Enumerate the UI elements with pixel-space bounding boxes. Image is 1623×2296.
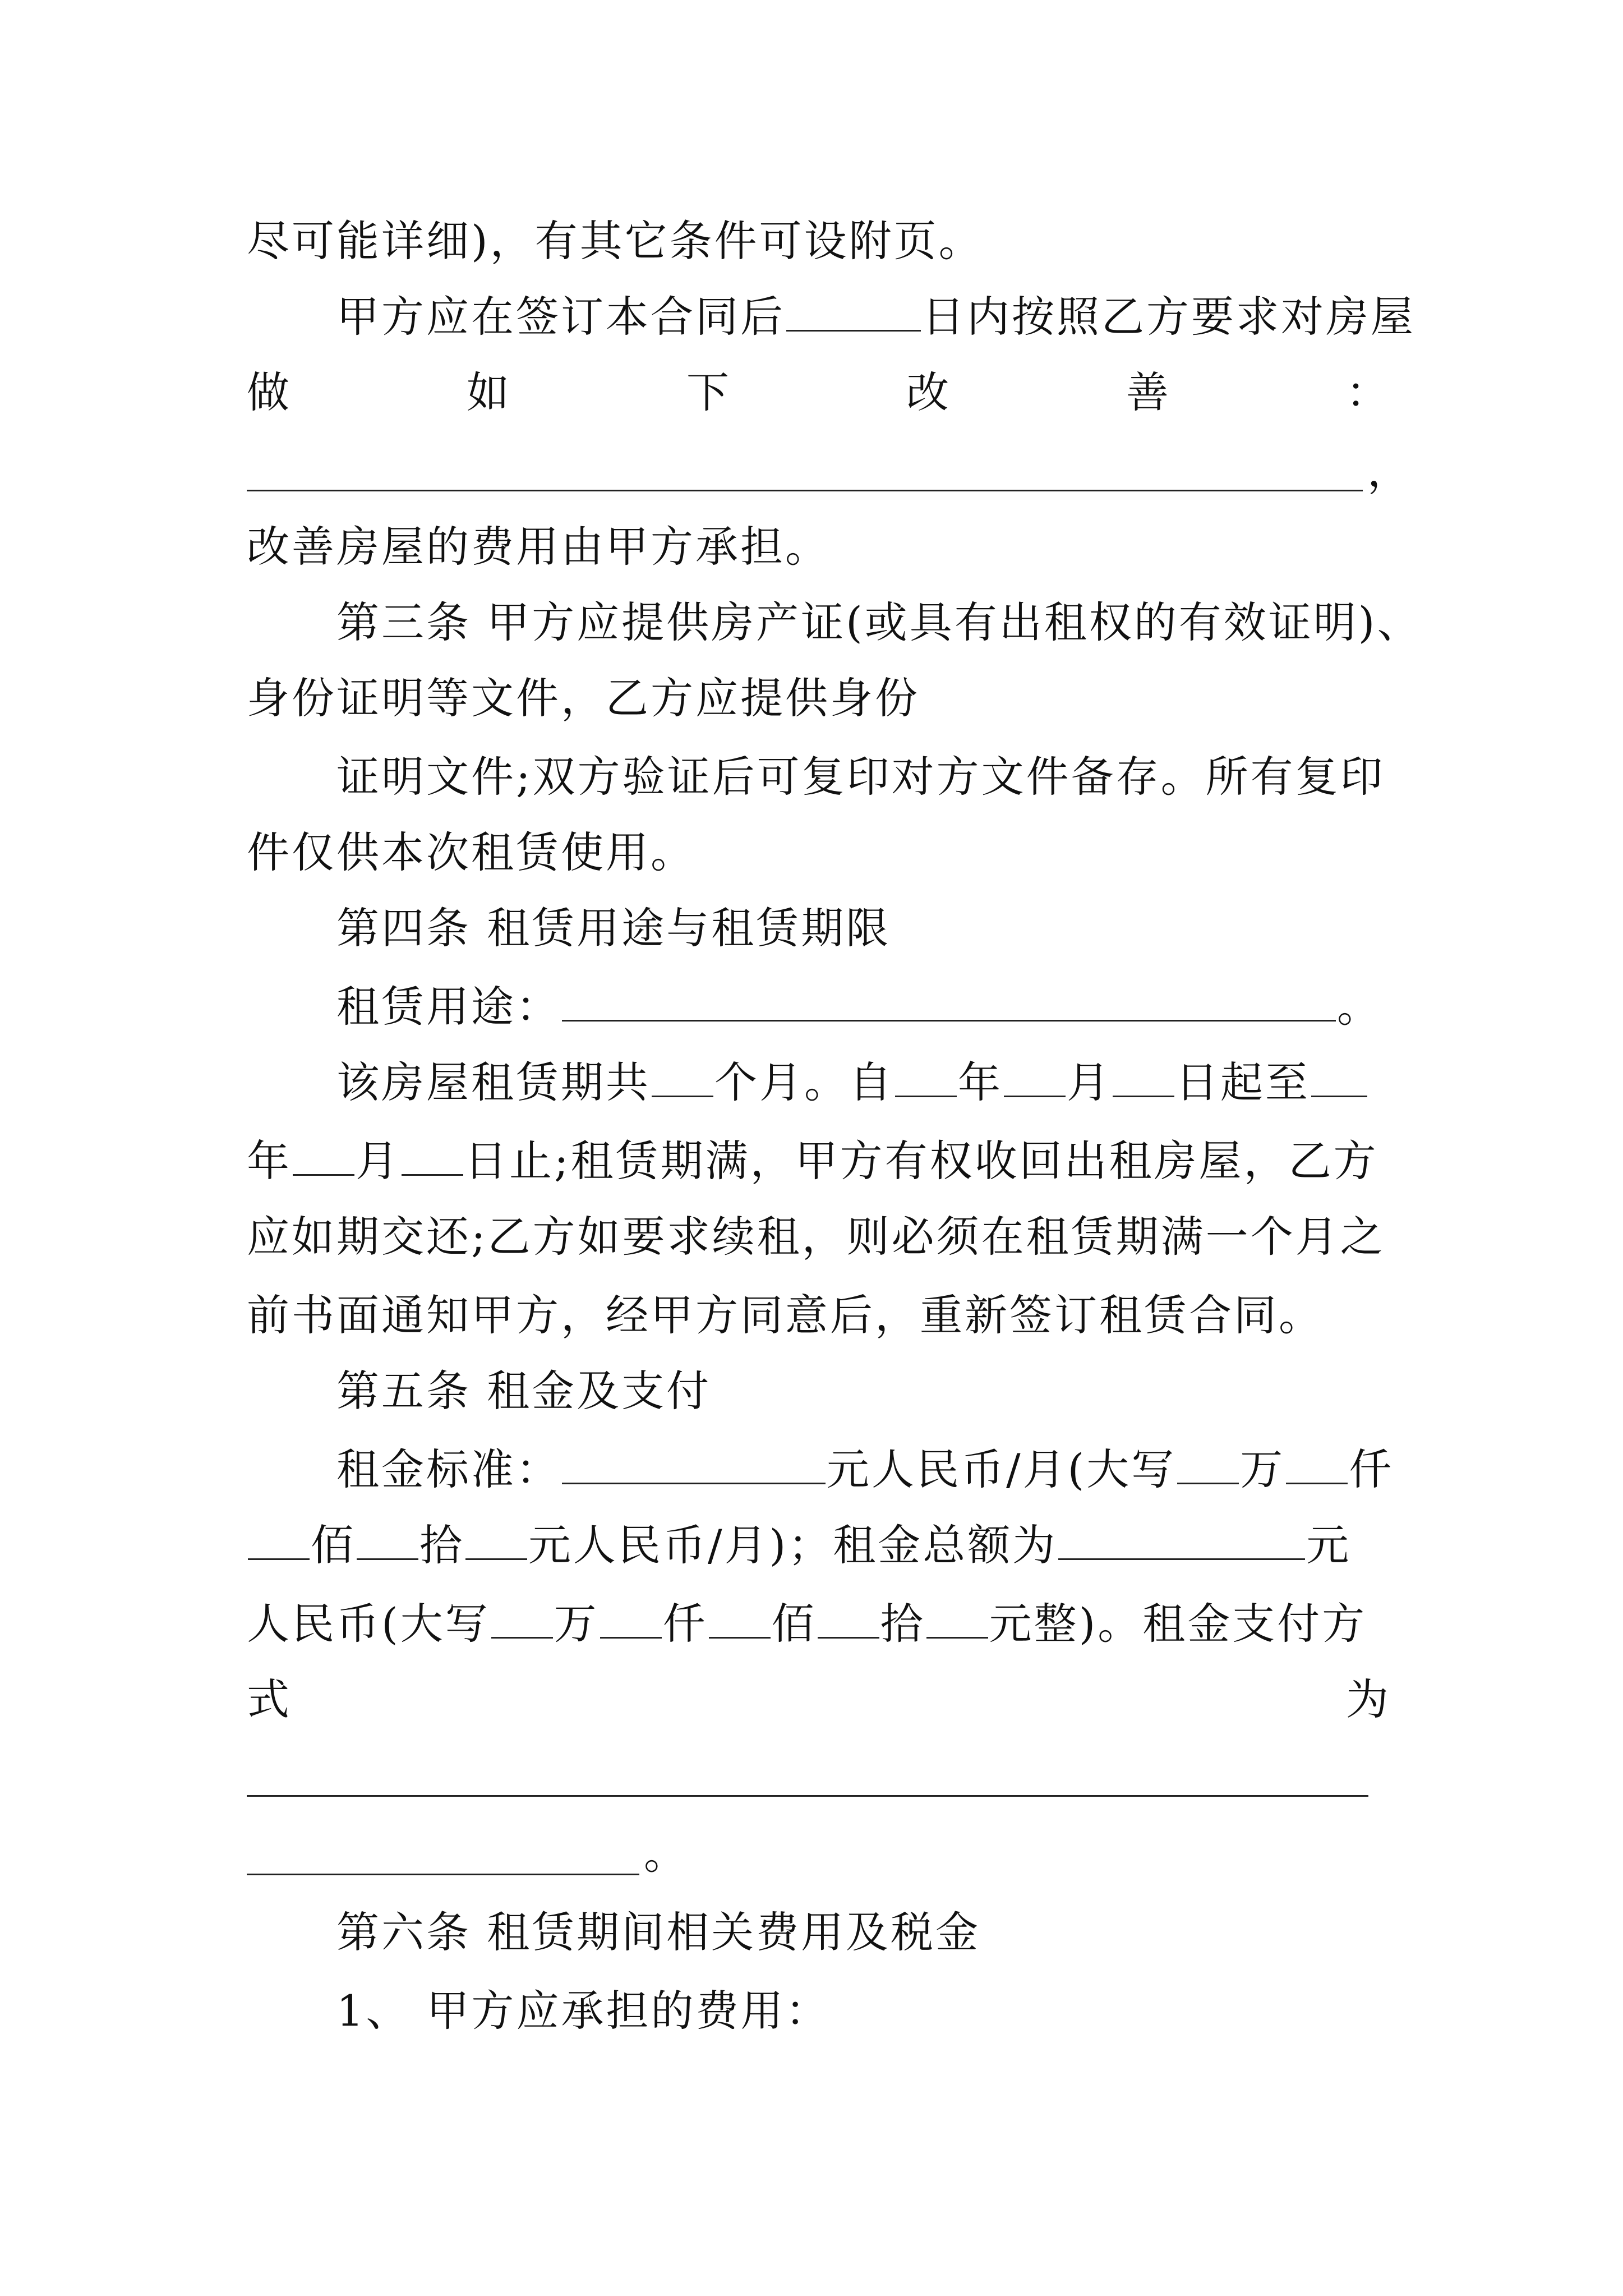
fill-blank[interactable] — [709, 1594, 771, 1639]
paragraph-text: 元人民币/月(大写 — [827, 1444, 1177, 1494]
char: 改 — [906, 367, 951, 417]
justified-line — [247, 359, 1391, 426]
paragraph-text: 仟 — [1349, 1444, 1394, 1494]
text-line — [247, 1282, 1391, 1349]
text-line — [336, 973, 1391, 1041]
fill-blank[interactable] — [895, 1053, 957, 1097]
text-line — [1367, 438, 1412, 505]
text-line — [247, 819, 1391, 886]
paragraph-text: 万 — [1240, 1444, 1285, 1494]
text-line — [247, 513, 1391, 581]
paragraph-text: 尽可能详细)，有其它条件可设附页。 — [247, 216, 984, 266]
text-line — [247, 1128, 1391, 1195]
fill-blank[interactable] — [465, 1516, 527, 1560]
fill-blank[interactable] — [1177, 1440, 1239, 1484]
fill-blank[interactable] — [562, 1440, 826, 1484]
paragraph-text: 年 — [958, 1057, 1003, 1107]
fill-blank[interactable] — [1311, 1053, 1367, 1097]
text-line — [336, 283, 1415, 351]
paragraph-text: 租金标准： — [336, 1444, 561, 1494]
fill-blank[interactable] — [1286, 1440, 1348, 1484]
paragraph-text: 日起至 — [1175, 1057, 1310, 1107]
text-line — [247, 1590, 1391, 1658]
punctuation: ， — [1367, 446, 1412, 496]
paragraph-text: 为 — [1346, 1674, 1391, 1724]
char: 善 — [1126, 367, 1171, 417]
char: ： — [1346, 367, 1391, 417]
paragraph-text: 月 — [1067, 1057, 1112, 1107]
paragraph-text: 拾 — [419, 1520, 464, 1570]
fill-blank-line[interactable] — [247, 490, 1363, 491]
fill-blank[interactable] — [1113, 1053, 1174, 1097]
paragraph-text: 日内按照乙方要求对房屋 — [922, 292, 1415, 342]
list-item — [336, 1977, 1391, 2045]
paragraph-text: 年 — [247, 1136, 292, 1186]
fill-blank[interactable] — [357, 1516, 418, 1560]
paragraph-text: 拾 — [880, 1599, 925, 1649]
paragraph-text: 日止;租赁期满，甲方有权收回出租房屋，乙方 — [464, 1136, 1378, 1186]
char: 如 — [467, 367, 511, 417]
paragraph-text: 第六条 租赁期间相关费用及税金 — [336, 1907, 981, 1957]
paragraph-text: 改善房屋的费用由甲方承担。 — [247, 522, 830, 572]
paragraph-text: 个月。自 — [714, 1057, 894, 1107]
fill-blank[interactable] — [652, 1053, 713, 1097]
fill-blank[interactable] — [402, 1131, 463, 1176]
fill-blank-line[interactable] — [247, 1874, 639, 1875]
fill-blank[interactable] — [293, 1131, 354, 1176]
paragraph-text: 佰 — [771, 1599, 817, 1649]
paragraph-text: 元整)。租金支付方 — [989, 1599, 1367, 1649]
clause-heading — [336, 1358, 1391, 1425]
text-line — [247, 665, 1391, 732]
fill-blank[interactable] — [248, 1516, 310, 1560]
paragraph-text: 式 — [247, 1674, 292, 1724]
clause-heading — [336, 1899, 1391, 1966]
paragraph-text: 应如期交还;乙方如要求续租，则必须在租赁期满一个月之 — [247, 1212, 1385, 1262]
paragraph-text: 仟 — [662, 1599, 708, 1649]
text-line — [336, 743, 1391, 811]
fill-blank[interactable] — [926, 1594, 988, 1639]
clause-heading — [336, 589, 1422, 656]
text-line — [644, 1820, 689, 1888]
paragraph-text: 第三条 甲方应提供房产证(或具有出租权的有效证明)、 — [336, 597, 1422, 647]
clause-heading — [336, 895, 1391, 962]
justified-line — [247, 1666, 1391, 1733]
fill-blank[interactable] — [491, 1594, 553, 1639]
paragraph-text: 第五条 租金及支付 — [336, 1366, 712, 1416]
char: 做 — [247, 367, 292, 417]
punctuation: 。 — [644, 1829, 689, 1879]
text-line — [247, 1203, 1391, 1271]
text-line — [247, 1512, 1391, 1579]
paragraph-text: 佰 — [311, 1520, 356, 1570]
fill-blank-line[interactable] — [247, 1795, 1368, 1797]
paragraph-text: 件仅供本次租赁使用。 — [247, 827, 695, 877]
char: 下 — [686, 367, 731, 417]
paragraph-text: 前书面通知甲方，经甲方同意后，重新签订租赁合同。 — [247, 1290, 1324, 1340]
paragraph-text: 月 — [356, 1136, 400, 1186]
paragraph-text: 证明文件;双方验证后可复印对方文件备存。所有复印 — [336, 752, 1385, 802]
fill-blank[interactable] — [1004, 1053, 1066, 1097]
paragraph-text: 元 — [1306, 1520, 1352, 1570]
paragraph-text: 甲方应在签订本合同后 — [336, 292, 785, 342]
paragraph-text: 该房屋租赁期共 — [336, 1057, 651, 1107]
fill-blank[interactable] — [600, 1594, 662, 1639]
fill-blank[interactable] — [818, 1594, 879, 1639]
punctuation: 。 — [1337, 982, 1382, 1032]
text-line — [336, 1049, 1391, 1116]
paragraph-text: 元人民币/月)；租金总额为 — [528, 1520, 1058, 1570]
paragraph-text: 人民币(大写 — [247, 1599, 490, 1649]
text-line — [247, 208, 1391, 275]
paragraph-text: 身份证明等文件，乙方应提供身份 — [247, 673, 920, 723]
fill-blank[interactable] — [786, 287, 921, 332]
paragraph-text: 1、 甲方应承担的费用： — [336, 1986, 831, 2036]
paragraph-text: 租赁用途： — [336, 982, 561, 1032]
text-line — [336, 1436, 1394, 1503]
paragraph-text: 第四条 租赁用途与租赁期限 — [336, 903, 891, 953]
paragraph-text: 万 — [554, 1599, 599, 1649]
fill-blank[interactable] — [562, 977, 1336, 1022]
fill-blank[interactable] — [1058, 1516, 1305, 1560]
